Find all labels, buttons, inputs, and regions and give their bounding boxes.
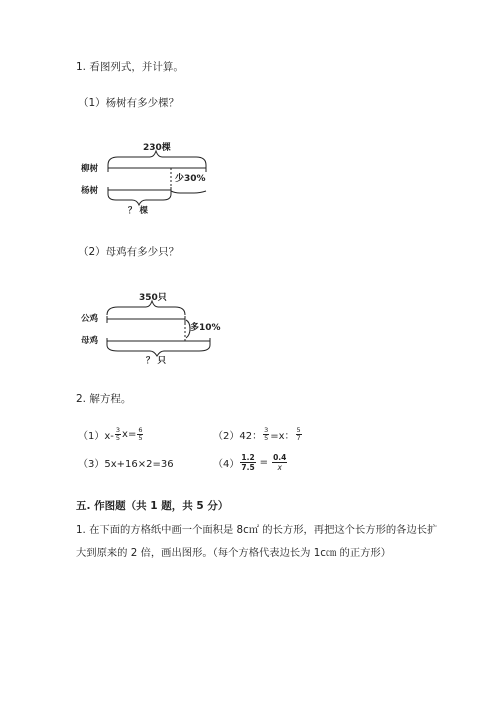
eq4-frac1-den: 7.5 <box>241 462 255 472</box>
diff-brace <box>171 191 206 193</box>
d1-top-label: 230棵 <box>143 143 171 153</box>
d2-bottom-label: ？ 只 <box>146 356 166 366</box>
eq1-prefix: （1）x- <box>78 430 114 442</box>
d2-row2-label: 母鸡 <box>81 336 99 346</box>
section5-heading: 五. 作图题（共 1 题，共 5 分） <box>76 500 229 512</box>
q2-heading: 2. 解方程。 <box>76 393 132 405</box>
d1-row1-label: 柳树 <box>81 164 99 174</box>
equation-1 <box>78 424 144 444</box>
eq4-frac1 <box>240 453 255 472</box>
d2-diff-label: 多10% <box>190 323 221 333</box>
section5-line2: 大到原来的 2 倍，画出图形。（每个方格代表边长为 1c㎝ 的正方形） <box>76 547 392 559</box>
eq2-frac1-den: 5 <box>264 433 269 442</box>
eq2-mid: =x： <box>270 430 295 442</box>
eq1-frac2 <box>137 427 143 442</box>
d1-diff-label: 少30% <box>175 174 206 184</box>
q1-sub1: （1）杨树有多少棵？ <box>78 97 180 109</box>
equation-3 <box>78 452 174 472</box>
eq1-frac2-den: 5 <box>138 433 143 442</box>
eq4-prefix: （4） <box>213 458 240 470</box>
eq4-frac1-num: 1.2 <box>241 452 255 462</box>
equation-2 <box>213 424 303 444</box>
eq2-frac2-num: 5 <box>296 425 301 434</box>
eq2-frac1 <box>263 427 269 442</box>
eq4-frac2 <box>272 453 287 472</box>
eq2-frac2 <box>296 427 302 442</box>
eq2-frac2-den: 7 <box>296 433 301 442</box>
eq2-prefix: （2）42： <box>213 430 263 442</box>
eq1-mid: x= <box>122 428 137 440</box>
q1-sub2: （2）母鸡有多少只？ <box>78 246 180 258</box>
q1-heading: 1. 看图列式，并计算。 <box>76 61 184 73</box>
eq2-frac1-num: 3 <box>264 425 269 434</box>
eq4-frac2-num: 0.4 <box>273 452 287 462</box>
d2-row1-label: 公鸡 <box>81 314 99 324</box>
equation-4 <box>213 450 288 474</box>
eq4-frac2-den: x <box>277 462 282 472</box>
section5-line1: 1. 在下面的方格纸中画一个面积是 8c㎡ 的长方形，再把这个长方形的各边长扩 <box>76 524 438 536</box>
eq3-text: （3）5x+16×2=36 <box>78 458 174 470</box>
d1-bottom-label: ？ 棵 <box>128 206 148 216</box>
eq1-frac1-num: 3 <box>115 425 121 434</box>
eq1-frac2-num: 6 <box>138 425 143 434</box>
eq4-mid: = <box>259 456 269 468</box>
d1-row2-label: 杨树 <box>81 186 99 196</box>
eq1-frac1 <box>115 427 121 442</box>
d2-top-label: 350只 <box>139 293 167 303</box>
eq1-frac1-den: 5 <box>115 433 121 442</box>
